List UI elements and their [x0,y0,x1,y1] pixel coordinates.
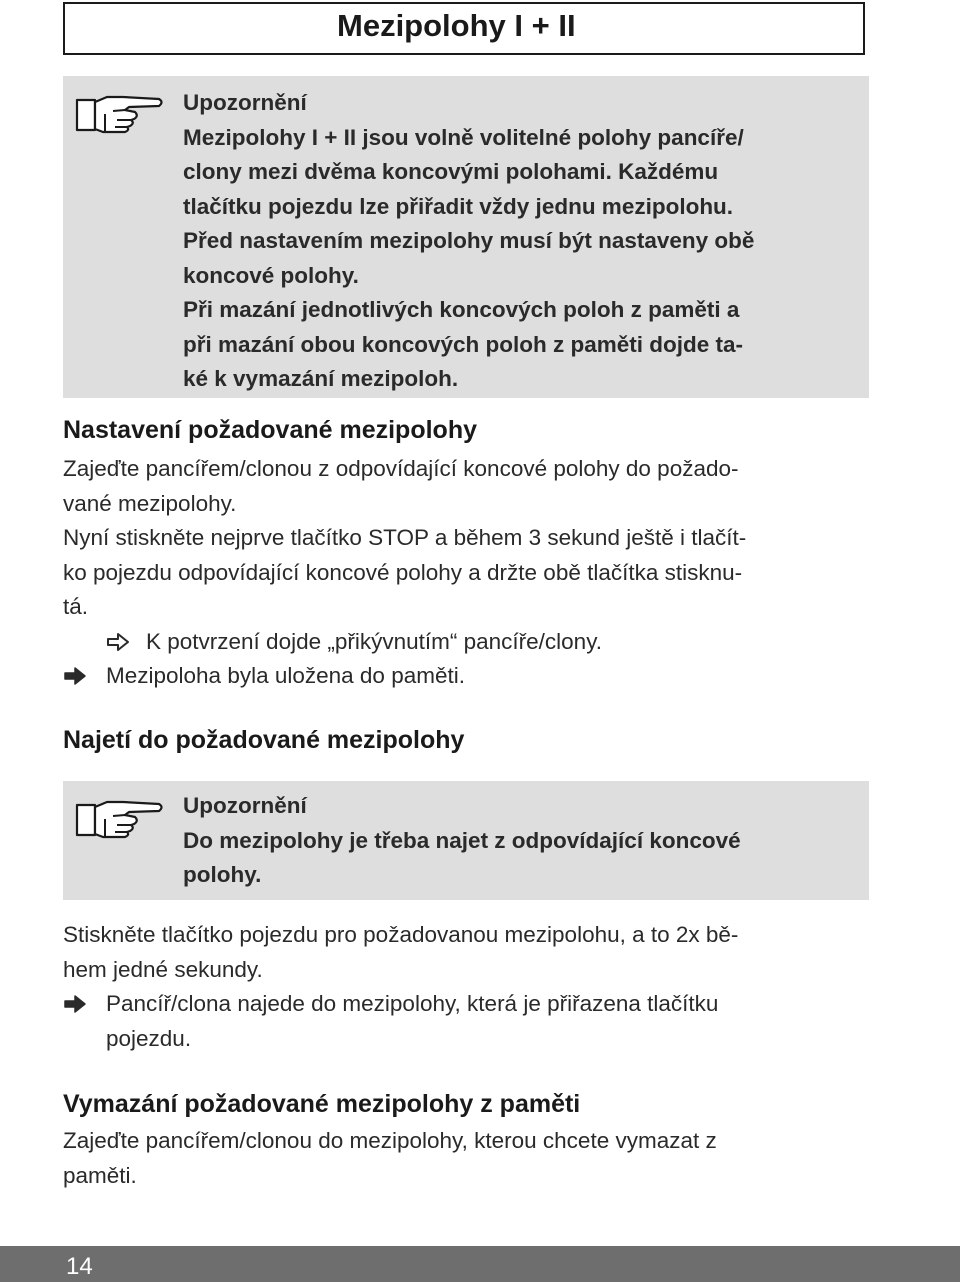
result-item [63,987,738,1022]
body-line: ko pojezdu odpovídající koncové polohy a držte obě tlačítka stisknu- [63,559,743,585]
section-heading-nastaveni: Nastavení požadované mezipolohy [63,416,477,444]
result-item [63,659,746,694]
note-text [183,86,754,397]
section-body-najeti [63,918,738,1056]
note-text [183,789,741,893]
body-line: vané mezipolohy. [63,490,237,516]
page-number: 14 [66,1253,93,1280]
sub-result-item [63,625,746,660]
section-body-nastaveni [63,452,746,694]
note-line: Při mazání jednotlivých koncových poloh z paměti a [183,297,740,322]
note-heading: Upozornění [183,90,307,115]
note-line: Do mezipolohy je třeba najet z odpovídající koncové [183,827,741,853]
hollow-arrow-icon [106,632,132,652]
solid-arrow-icon [63,666,89,686]
note-line: Před nastavením mezipolohy musí být nastaveny obě [183,228,755,253]
note-box [63,76,869,398]
result-text: Pancíř/clona najede do mezipolohy, která je přiřazena tlačítku [106,991,719,1016]
section-heading-vymazani: Vymazání požadované mezipolohy z paměti [63,1090,581,1118]
footer-bar [0,1246,960,1282]
body-line: tá. [63,594,89,619]
body-line: paměti. [63,1162,137,1188]
pointing-hand-icon [73,793,165,839]
result-text-continued: pojezdu. [106,1025,192,1051]
result-text: Mezipoloha byla uložena do paměti. [106,663,465,688]
page-title: Mezipolohy I + II [337,8,576,43]
note-line: tlačítku pojezdu lze přiřadit vždy jednu mezipolohu. [183,193,734,219]
note-line: clony mezi dvěma koncovými polohami. Každému [183,159,719,184]
note-line: ké k vymazání mezipoloh. [183,366,459,391]
note-box [63,781,869,900]
note-line: při mazání obou koncových poloh z paměti dojde ta- [183,331,744,357]
note-line: koncové polohy. [183,262,359,288]
section-heading-najeti: Najetí do požadované mezipolohy [63,726,465,754]
note-line: polohy. [183,862,262,887]
body-line: Zajeďte pancířem/clonou do mezipolohy, kterou chcete vymazat z [63,1128,717,1153]
body-line: Zajeďte pancířem/clonou z odpovídající koncové polohy do požado- [63,456,739,481]
section-body-vymazani [63,1124,717,1193]
note-line: Mezipolohy I + II jsou volně volitelné polohy pancíře/ [183,124,744,150]
pointing-hand-icon [73,88,165,134]
sub-result-text: K potvrzení dojde „přikývnutím“ pancíře/clony. [146,628,603,654]
solid-arrow-icon [63,994,89,1014]
note-heading: Upozornění [183,793,307,818]
body-line: Stiskněte tlačítko pojezdu pro požadovanou mezipolohu, a to 2x bě- [63,922,739,947]
body-line: hem jedné sekundy. [63,956,263,982]
body-line: Nyní stiskněte nejprve tlačítko STOP a během 3 sekund ještě i tlačít- [63,525,747,550]
